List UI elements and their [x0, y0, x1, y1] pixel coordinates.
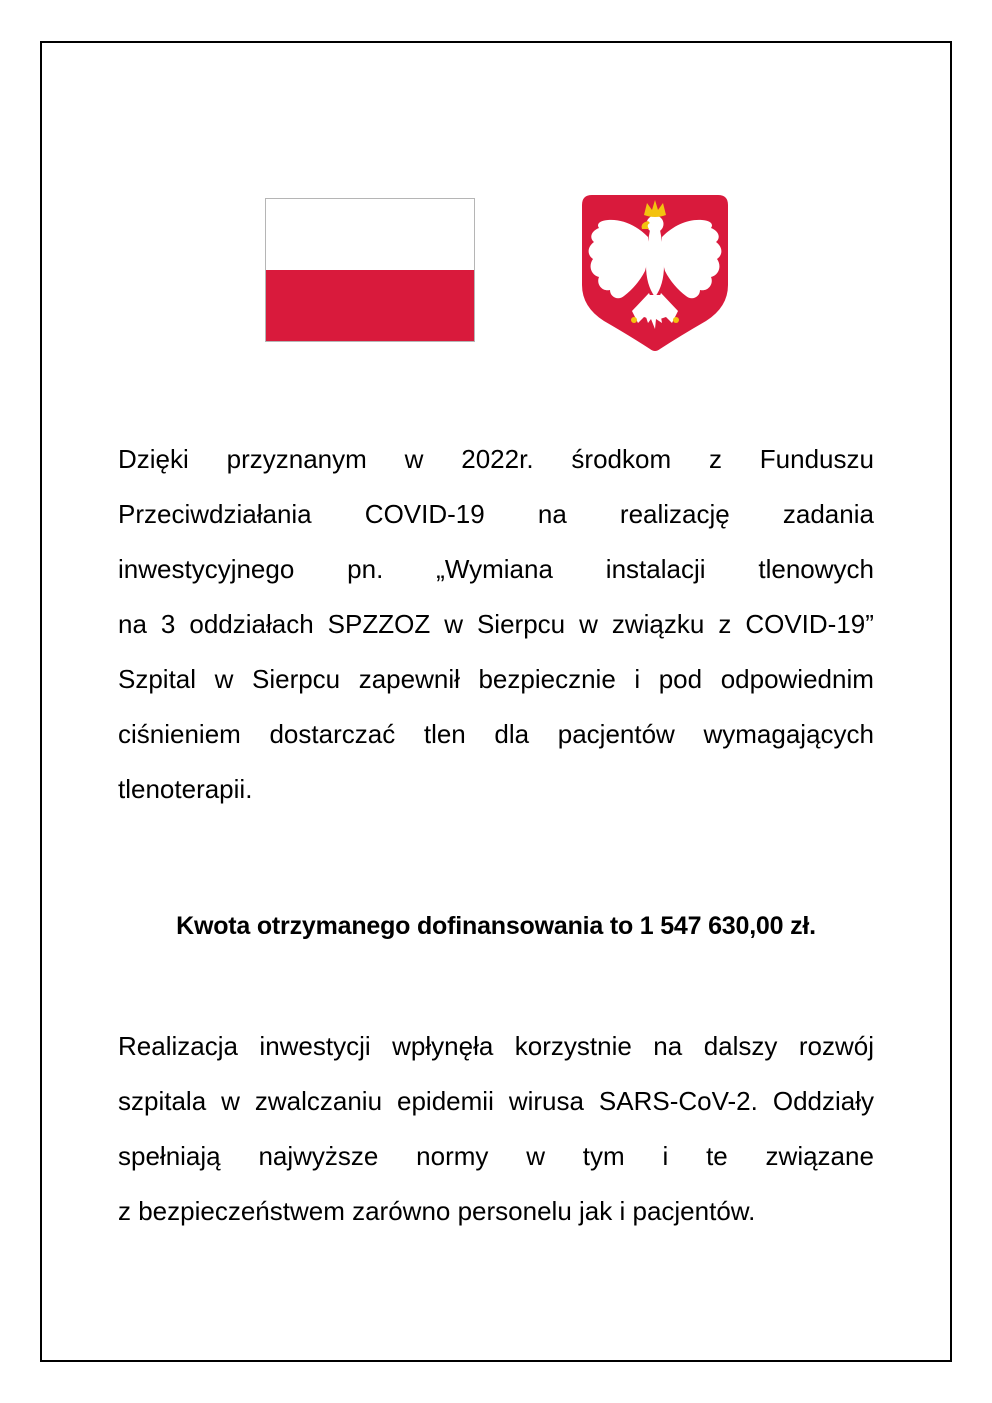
- paragraph-funding: [118, 432, 874, 817]
- word: wpłynęła: [392, 1031, 494, 1061]
- word: szpitala: [118, 1086, 207, 1116]
- word: COVID-19”: [745, 609, 874, 639]
- word: w: [526, 1141, 545, 1171]
- word: środkom: [571, 444, 672, 474]
- word: związane: [765, 1141, 874, 1171]
- word: zadania: [782, 499, 874, 529]
- word: odpowiednim: [720, 664, 874, 694]
- word: pacjentów: [557, 719, 675, 749]
- word: inwestycyjnego: [118, 554, 295, 584]
- word: pod: [658, 664, 703, 694]
- text-line: z bezpieczeństwem zarówno personelu jak i pacjentów.: [118, 1196, 756, 1226]
- word: w: [221, 1086, 240, 1116]
- text-line: tlenoterapii.: [118, 774, 253, 804]
- word: SPZZOZ: [327, 609, 431, 639]
- word: bezpiecznie: [478, 664, 616, 694]
- paragraph-realization: [118, 1019, 874, 1239]
- word: Realizacja: [118, 1031, 238, 1061]
- word: rozwój: [798, 1031, 874, 1061]
- word: epidemii: [397, 1086, 494, 1116]
- text-line: [118, 542, 874, 597]
- word: Szpital: [118, 664, 197, 694]
- word: tlenowych: [758, 554, 874, 584]
- word: i: [662, 1141, 669, 1171]
- word: Przeciwdziałania: [118, 499, 312, 529]
- flag-white-stripe: [266, 199, 474, 270]
- word: najwyższe: [258, 1141, 379, 1171]
- text-line: [118, 707, 874, 762]
- text-line: [118, 597, 874, 652]
- text-line: [118, 1019, 874, 1074]
- word: dalszy: [703, 1031, 778, 1061]
- word: 2022r.: [461, 444, 534, 474]
- word: przyznanym: [226, 444, 367, 474]
- document-text-column: [118, 432, 874, 1239]
- word: tlen: [423, 719, 466, 749]
- word: normy: [416, 1141, 489, 1171]
- word: w: [214, 664, 234, 694]
- word: w: [404, 444, 424, 474]
- text-line: [118, 1074, 874, 1129]
- word: z: [718, 609, 732, 639]
- text-line: [118, 1129, 874, 1184]
- word: inwestycji: [259, 1031, 371, 1061]
- text-line: [118, 652, 874, 707]
- word: tym: [582, 1141, 625, 1171]
- word: spełniają: [118, 1141, 221, 1171]
- word: na: [118, 609, 147, 639]
- word: instalacji: [605, 554, 706, 584]
- poland-coat-of-arms-image: [580, 193, 730, 353]
- word: związku: [611, 609, 705, 639]
- funding-amount-heading: Kwota otrzymanego dofinansowania to 1 547 630,00 zł.: [176, 912, 816, 940]
- word: w: [444, 609, 463, 639]
- word: zwalczaniu: [254, 1086, 383, 1116]
- word: dla: [494, 719, 530, 749]
- word: Oddziały: [772, 1086, 874, 1116]
- eagle-head: [647, 216, 664, 233]
- word: wirusa: [508, 1086, 584, 1116]
- word: SARS-CoV-2.: [598, 1086, 758, 1116]
- word: i: [634, 664, 641, 694]
- flag-red-stripe: [266, 270, 474, 341]
- word: Funduszu: [759, 444, 874, 474]
- word: dostarczać: [269, 719, 396, 749]
- word: korzystnie: [514, 1031, 632, 1061]
- word: Dzięki: [118, 444, 189, 474]
- word: Sierpcu: [476, 609, 566, 639]
- text-line: [118, 487, 874, 542]
- eagle-right-talon: [673, 317, 679, 323]
- word: ciśnieniem: [118, 719, 241, 749]
- word: „Wymiana: [436, 554, 553, 584]
- eagle-left-talon: [631, 317, 637, 323]
- word: oddziałach: [189, 609, 314, 639]
- word: pn.: [347, 554, 384, 584]
- poland-flag-image: [265, 198, 475, 342]
- word: zapewnił: [358, 664, 460, 694]
- word: wymagających: [703, 719, 874, 749]
- word: na: [653, 1031, 683, 1061]
- word: 3: [160, 609, 176, 639]
- word: COVID-19: [364, 499, 485, 529]
- word: z: [708, 444, 722, 474]
- word: Sierpcu: [251, 664, 341, 694]
- word: realizację: [619, 499, 730, 529]
- word: te: [706, 1141, 728, 1171]
- text-line: [118, 432, 874, 487]
- word: na: [537, 499, 567, 529]
- word: w: [579, 609, 598, 639]
